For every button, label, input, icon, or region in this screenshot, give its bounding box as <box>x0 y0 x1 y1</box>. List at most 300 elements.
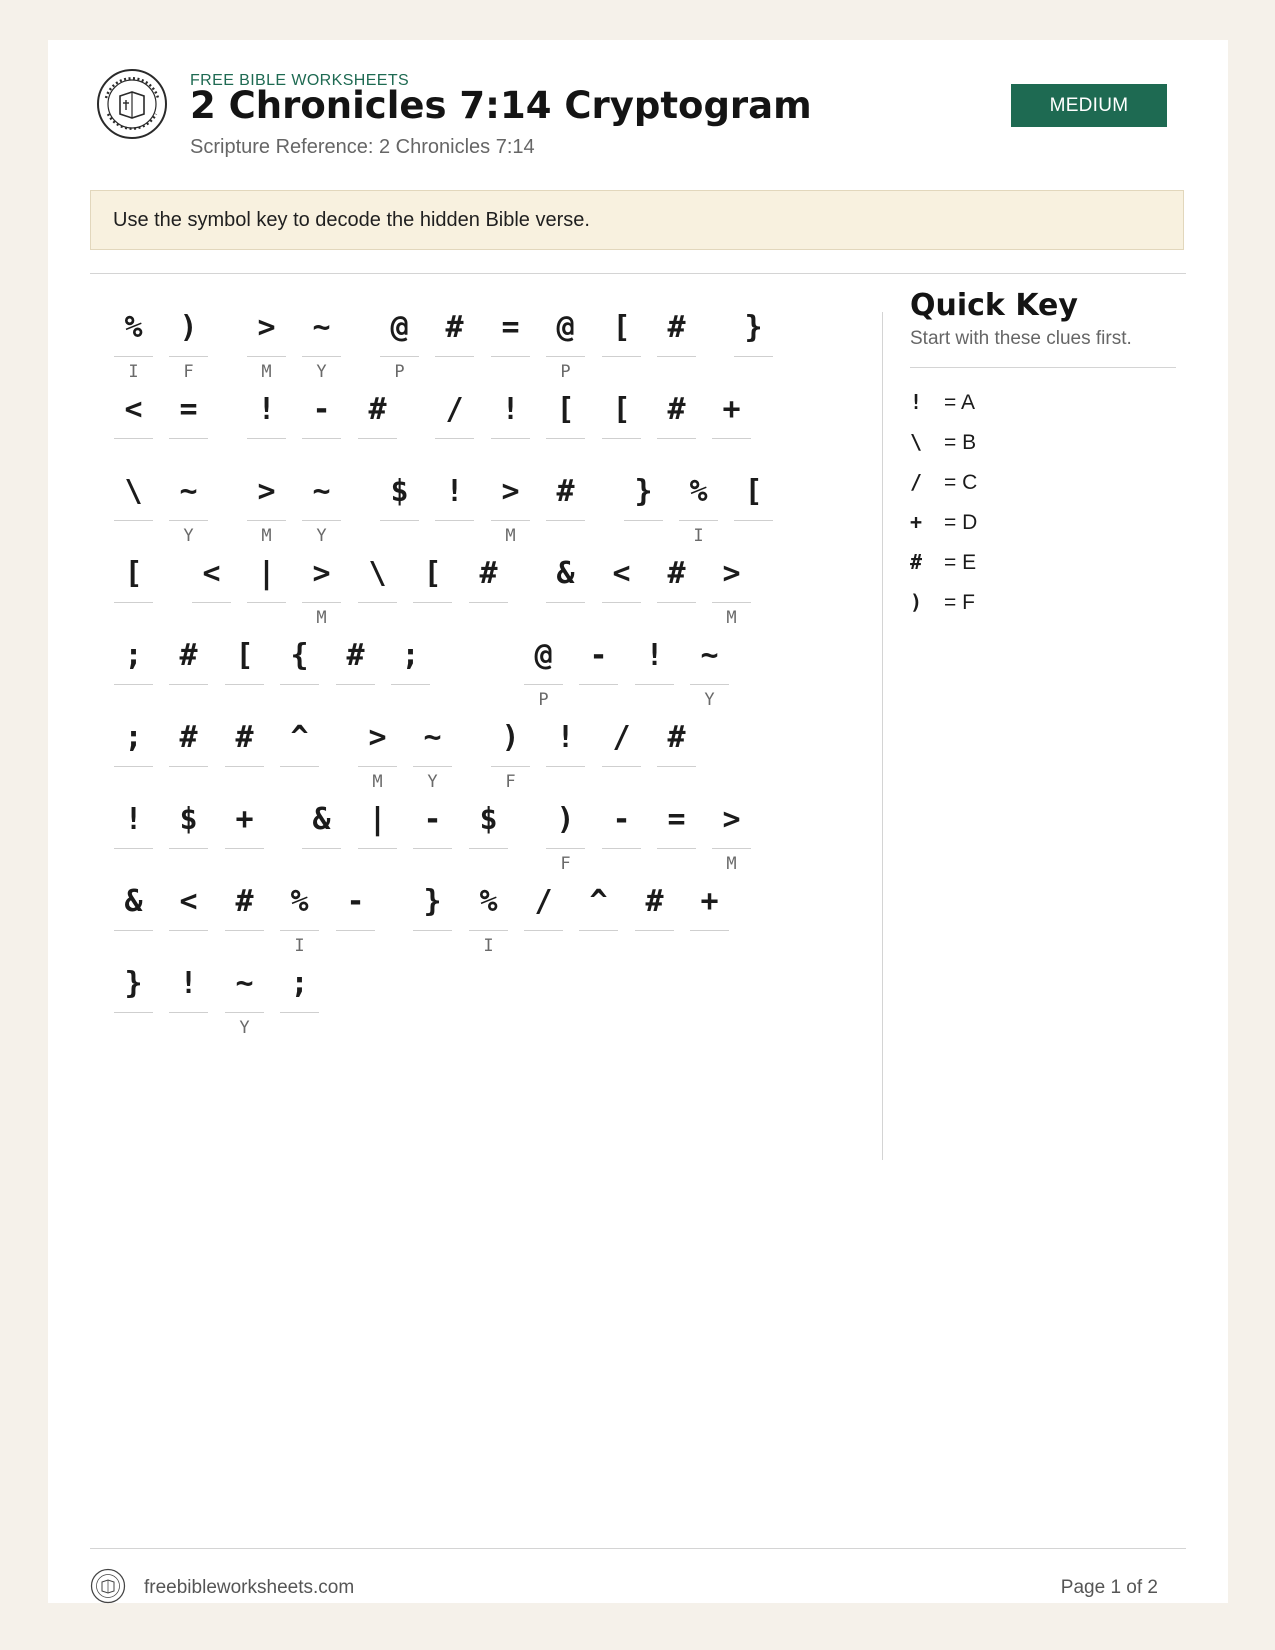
cipher-cell[interactable] <box>602 792 641 878</box>
cipher-cell[interactable] <box>657 300 696 386</box>
answer-hint: M <box>372 772 383 792</box>
divider <box>910 367 1176 368</box>
quick-key-value: = F <box>944 591 975 614</box>
quick-key-value: = A <box>944 391 975 414</box>
answer-hint: F <box>505 772 516 792</box>
quick-key-item <box>910 422 1176 462</box>
cipher-cell[interactable] <box>302 546 341 632</box>
cipher-symbol: # <box>657 546 696 603</box>
cipher-cell[interactable] <box>579 874 618 960</box>
answer-hint <box>225 767 264 795</box>
answer-hint: I <box>483 936 494 956</box>
answer-hint <box>358 603 397 631</box>
quick-key-symbol: # <box>910 550 923 574</box>
answer-hint <box>491 439 530 467</box>
cipher-symbol: # <box>169 710 208 767</box>
cipher-symbol: $ <box>469 792 508 849</box>
answer-hint <box>657 357 696 385</box>
quick-key-item <box>910 502 1176 542</box>
answer-hint: I <box>294 936 305 956</box>
cipher-cell[interactable] <box>491 710 530 796</box>
cipher-symbol: > <box>247 300 286 357</box>
answer-hint: P <box>538 690 549 710</box>
answer-hint <box>469 849 508 877</box>
puzzle-row <box>114 382 884 468</box>
cipher-cell[interactable] <box>546 464 585 550</box>
cipher-symbol: ; <box>114 628 153 685</box>
answer-hint <box>280 685 319 713</box>
answer-hint <box>657 849 696 877</box>
answer-hint <box>114 521 153 549</box>
cipher-cell[interactable] <box>435 382 474 468</box>
answer-hint <box>114 685 153 713</box>
cipher-cell[interactable] <box>302 464 341 550</box>
cipher-cell[interactable] <box>602 382 641 468</box>
cipher-cell[interactable] <box>491 464 530 550</box>
cipher-cell[interactable] <box>690 628 729 714</box>
answer-hint <box>192 603 231 631</box>
cipher-cell[interactable] <box>247 464 286 550</box>
cipher-cell[interactable] <box>413 546 452 632</box>
answer-hint <box>225 849 264 877</box>
cipher-cell[interactable] <box>413 710 452 796</box>
answer-hint: Y <box>427 772 438 792</box>
cipher-cell[interactable] <box>225 956 264 1042</box>
cipher-symbol: # <box>169 628 208 685</box>
footer-logo-icon <box>90 1568 126 1604</box>
cipher-symbol: = <box>491 300 530 357</box>
puzzle-row <box>114 464 884 550</box>
cipher-cell[interactable] <box>380 300 419 386</box>
cipher-cell[interactable] <box>380 464 419 550</box>
cipher-symbol: [ <box>413 546 452 603</box>
quick-key-symbol: ) <box>910 590 923 614</box>
cipher-symbol: / <box>435 382 474 439</box>
cipher-symbol: - <box>602 792 641 849</box>
answer-hint <box>336 931 375 959</box>
cipher-cell[interactable] <box>546 300 585 386</box>
cipher-symbol: ; <box>391 628 430 685</box>
answer-hint: Y <box>316 362 327 382</box>
answer-hint <box>712 439 751 467</box>
answer-hint: P <box>394 362 405 382</box>
cipher-symbol: < <box>602 546 641 603</box>
answer-hint <box>114 931 153 959</box>
cipher-symbol: ; <box>280 956 319 1013</box>
quick-key-symbol: \ <box>910 430 923 454</box>
answer-hint <box>734 357 773 385</box>
cipher-cell[interactable] <box>602 710 641 796</box>
cipher-symbol: = <box>169 382 208 439</box>
header <box>48 40 1228 190</box>
cipher-symbol: > <box>302 546 341 603</box>
puzzle-row <box>114 956 884 1042</box>
cipher-cell[interactable] <box>247 300 286 386</box>
cipher-symbol: + <box>225 792 264 849</box>
cipher-cell[interactable] <box>114 464 153 550</box>
answer-hint <box>336 685 375 713</box>
cipher-cell[interactable] <box>435 464 474 550</box>
column-divider <box>882 312 883 1160</box>
cipher-cell[interactable] <box>336 628 375 714</box>
answer-hint <box>169 1013 208 1041</box>
footer-divider <box>90 1548 1186 1549</box>
cipher-symbol: # <box>657 382 696 439</box>
cipher-symbol: } <box>413 874 452 931</box>
cipher-cell[interactable] <box>225 710 264 796</box>
cipher-cell[interactable] <box>247 382 286 468</box>
bible-logo-icon <box>96 68 168 140</box>
answer-hint: Y <box>316 526 327 546</box>
cipher-cell[interactable] <box>169 628 208 714</box>
puzzle-row <box>114 300 884 386</box>
cipher-cell[interactable] <box>712 546 751 632</box>
answer-hint <box>391 685 430 713</box>
answer-hint: F <box>560 854 571 874</box>
cipher-symbol: [ <box>734 464 773 521</box>
answer-hint <box>169 767 208 795</box>
answer-hint <box>114 767 153 795</box>
quick-key-value: = B <box>944 431 977 454</box>
puzzle-row <box>114 710 884 796</box>
answer-hint <box>635 931 674 959</box>
cipher-cell[interactable] <box>302 792 341 878</box>
answer-hint <box>247 439 286 467</box>
cipher-cell[interactable] <box>657 382 696 468</box>
cipher-cell[interactable] <box>358 546 397 632</box>
cipher-symbol: ) <box>546 792 585 849</box>
quick-key-item <box>910 462 1176 502</box>
cipher-cell[interactable] <box>657 792 696 878</box>
cipher-symbol: $ <box>169 792 208 849</box>
answer-hint <box>624 521 663 549</box>
cipher-symbol: { <box>280 628 319 685</box>
cipher-cell[interactable] <box>358 710 397 796</box>
cipher-cell[interactable] <box>302 300 341 386</box>
cipher-symbol: > <box>358 710 397 767</box>
cipher-cell[interactable] <box>169 956 208 1042</box>
cipher-cell[interactable] <box>469 546 508 632</box>
quick-key-symbol: / <box>910 470 923 494</box>
answer-hint <box>546 603 585 631</box>
answer-hint <box>225 931 264 959</box>
cipher-cell[interactable] <box>413 792 452 878</box>
answer-hint: Y <box>704 690 715 710</box>
cipher-symbol: ~ <box>302 464 341 521</box>
cipher-cell[interactable] <box>657 710 696 796</box>
answer-hint <box>302 849 341 877</box>
answer-hint <box>602 767 641 795</box>
cipher-cell[interactable] <box>169 382 208 468</box>
answer-hint <box>169 685 208 713</box>
cipher-cell[interactable] <box>690 874 729 960</box>
cipher-symbol: [ <box>602 300 641 357</box>
answer-hint <box>358 439 397 467</box>
cipher-cell[interactable] <box>734 464 773 550</box>
answer-hint: Y <box>183 526 194 546</box>
cipher-symbol: & <box>302 792 341 849</box>
cipher-cell[interactable] <box>491 382 530 468</box>
brand-label: FREE BIBLE WORKSHEETS <box>190 72 410 89</box>
cipher-symbol: \ <box>358 546 397 603</box>
cipher-symbol: ! <box>635 628 674 685</box>
cipher-symbol: & <box>546 546 585 603</box>
cipher-symbol: / <box>524 874 563 931</box>
answer-hint <box>302 439 341 467</box>
answer-hint: M <box>726 608 737 628</box>
page-number: Page 1 of 2 <box>1060 1577 1158 1598</box>
cipher-symbol: ! <box>169 956 208 1013</box>
cipher-symbol: @ <box>546 300 585 357</box>
cipher-symbol: } <box>734 300 773 357</box>
quick-key-item <box>910 382 1176 422</box>
cipher-cell[interactable] <box>358 792 397 878</box>
cipher-cell[interactable] <box>280 874 319 960</box>
quick-key-value: = C <box>944 471 978 494</box>
answer-hint <box>114 849 153 877</box>
quick-key-title: Quick Key <box>910 288 1078 323</box>
cipher-cell[interactable] <box>435 300 474 386</box>
cipher-cell[interactable] <box>280 710 319 796</box>
answer-hint: M <box>261 362 272 382</box>
cipher-cell[interactable] <box>546 382 585 468</box>
cipher-symbol: < <box>192 546 231 603</box>
answer-hint <box>114 1013 153 1041</box>
cipher-symbol: ! <box>247 382 286 439</box>
cipher-symbol: } <box>114 956 153 1013</box>
quick-key-value: = E <box>944 551 977 574</box>
cipher-symbol: % <box>679 464 718 521</box>
cipher-symbol: | <box>358 792 397 849</box>
quick-key-item <box>910 582 1176 622</box>
cipher-symbol: \ <box>114 464 153 521</box>
cipher-cell[interactable] <box>114 546 153 632</box>
cipher-symbol: # <box>435 300 474 357</box>
scripture-reference: Scripture Reference: 2 Chronicles 7:14 <box>190 136 535 158</box>
answer-hint: Y <box>239 1018 250 1038</box>
cipher-cell[interactable] <box>635 628 674 714</box>
puzzle-row <box>114 628 884 714</box>
answer-hint: M <box>316 608 327 628</box>
cipher-cell[interactable] <box>225 874 264 960</box>
answer-hint <box>413 849 452 877</box>
cipher-symbol: [ <box>114 546 153 603</box>
answer-hint <box>469 603 508 631</box>
cipher-cell[interactable] <box>712 382 751 468</box>
cipher-symbol: > <box>712 792 751 849</box>
cipher-symbol: ~ <box>169 464 208 521</box>
cipher-cell[interactable] <box>225 628 264 714</box>
cipher-symbol: # <box>657 300 696 357</box>
cipher-symbol: + <box>712 382 751 439</box>
cipher-symbol: ) <box>169 300 208 357</box>
cipher-cell[interactable] <box>391 628 430 714</box>
answer-hint <box>413 931 452 959</box>
cipher-cell[interactable] <box>280 628 319 714</box>
cipher-cell[interactable] <box>169 710 208 796</box>
answer-hint <box>413 603 452 631</box>
cipher-symbol: ) <box>491 710 530 767</box>
cipher-symbol: ~ <box>225 956 264 1013</box>
cipher-symbol: < <box>169 874 208 931</box>
cipher-cell[interactable] <box>491 300 530 386</box>
answer-hint <box>358 849 397 877</box>
quick-key-symbol: ! <box>910 390 923 414</box>
answer-hint <box>114 603 153 631</box>
answer-hint: M <box>261 526 272 546</box>
cipher-symbol: } <box>624 464 663 521</box>
answer-hint <box>690 931 729 959</box>
quick-key-symbol: + <box>910 510 923 534</box>
cipher-cell[interactable] <box>114 628 153 714</box>
cipher-cell[interactable] <box>624 464 663 550</box>
answer-hint <box>524 931 563 959</box>
cipher-cell[interactable] <box>635 874 674 960</box>
cipher-symbol: # <box>635 874 674 931</box>
cipher-symbol: ! <box>546 710 585 767</box>
answer-hint <box>657 603 696 631</box>
answer-hint <box>247 603 286 631</box>
answer-hint <box>657 767 696 795</box>
answer-hint <box>602 849 641 877</box>
cipher-cell[interactable] <box>192 546 231 632</box>
cipher-cell[interactable] <box>169 874 208 960</box>
answer-hint <box>435 521 474 549</box>
answer-hint <box>579 931 618 959</box>
answer-hint <box>435 439 474 467</box>
cipher-symbol: ~ <box>413 710 452 767</box>
answer-hint <box>602 439 641 467</box>
cipher-symbol: > <box>491 464 530 521</box>
cipher-cell[interactable] <box>358 382 397 468</box>
answer-hint: I <box>693 526 704 546</box>
cipher-symbol: + <box>690 874 729 931</box>
answer-hint <box>280 1013 319 1041</box>
answer-hint <box>602 357 641 385</box>
puzzle-row <box>114 874 884 960</box>
cipher-cell[interactable] <box>169 792 208 878</box>
cipher-symbol: ! <box>435 464 474 521</box>
cipher-cell[interactable] <box>546 792 585 878</box>
cipher-symbol: > <box>712 546 751 603</box>
cipher-cell[interactable] <box>546 710 585 796</box>
difficulty-badge: MEDIUM <box>1011 84 1167 127</box>
cipher-symbol: - <box>302 382 341 439</box>
answer-hint <box>546 521 585 549</box>
cipher-symbol: > <box>247 464 286 521</box>
cipher-symbol: % <box>114 300 153 357</box>
cipher-cell[interactable] <box>469 792 508 878</box>
cipher-cell[interactable] <box>712 792 751 878</box>
cipher-cell[interactable] <box>579 628 618 714</box>
cipher-cell[interactable] <box>114 300 153 386</box>
cipher-cell[interactable] <box>657 546 696 632</box>
cipher-symbol: % <box>469 874 508 931</box>
answer-hint <box>546 767 585 795</box>
cipher-symbol: # <box>336 628 375 685</box>
cipher-symbol: | <box>247 546 286 603</box>
answer-hint <box>114 439 153 467</box>
cipher-cell[interactable] <box>524 628 563 714</box>
cipher-symbol: [ <box>225 628 264 685</box>
cipher-cell[interactable] <box>336 874 375 960</box>
cipher-cell[interactable] <box>546 546 585 632</box>
answer-hint <box>657 439 696 467</box>
cipher-symbol: # <box>225 710 264 767</box>
cipher-symbol: # <box>469 546 508 603</box>
cipher-symbol: $ <box>380 464 419 521</box>
answer-hint: M <box>726 854 737 874</box>
cipher-cell[interactable] <box>280 956 319 1042</box>
cipher-cell[interactable] <box>679 464 718 550</box>
cipher-cell[interactable] <box>225 792 264 878</box>
page-title: 2 Chronicles 7:14 Cryptogram <box>190 84 812 127</box>
cipher-cell[interactable] <box>169 300 208 386</box>
cipher-cell[interactable] <box>114 382 153 468</box>
cipher-symbol: # <box>358 382 397 439</box>
footer-site: freebibleworksheets.com <box>144 1577 355 1598</box>
cryptogram-grid <box>114 300 884 1140</box>
cipher-cell[interactable] <box>247 546 286 632</box>
cipher-cell[interactable] <box>114 792 153 878</box>
cipher-cell[interactable] <box>114 710 153 796</box>
cipher-symbol: ~ <box>690 628 729 685</box>
answer-hint: I <box>128 362 139 382</box>
cipher-symbol: # <box>657 710 696 767</box>
cipher-cell[interactable] <box>734 300 773 386</box>
cipher-symbol: @ <box>524 628 563 685</box>
cipher-symbol: @ <box>380 300 419 357</box>
cipher-symbol: ^ <box>280 710 319 767</box>
cipher-cell[interactable] <box>469 874 508 960</box>
cipher-cell[interactable] <box>302 382 341 468</box>
cipher-symbol: % <box>280 874 319 931</box>
cipher-cell[interactable] <box>602 300 641 386</box>
answer-hint: P <box>560 362 571 382</box>
answer-hint <box>435 357 474 385</box>
cipher-cell[interactable] <box>114 956 153 1042</box>
cipher-symbol: [ <box>546 382 585 439</box>
cipher-cell[interactable] <box>602 546 641 632</box>
cipher-symbol: - <box>336 874 375 931</box>
cipher-symbol: < <box>114 382 153 439</box>
quick-key-value: = D <box>944 511 978 534</box>
cipher-cell[interactable] <box>114 874 153 960</box>
cipher-symbol: - <box>579 628 618 685</box>
instructions-box: Use the symbol key to decode the hidden Bible verse. <box>90 190 1184 250</box>
answer-hint <box>491 357 530 385</box>
answer-hint <box>225 685 264 713</box>
cipher-symbol: - <box>413 792 452 849</box>
divider <box>90 273 1186 274</box>
answer-hint <box>280 767 319 795</box>
cipher-symbol: # <box>225 874 264 931</box>
answer-hint <box>635 685 674 713</box>
answer-hint <box>734 521 773 549</box>
cipher-cell[interactable] <box>413 874 452 960</box>
cipher-symbol: ! <box>491 382 530 439</box>
answer-hint <box>546 439 585 467</box>
answer-hint: M <box>505 526 516 546</box>
cipher-symbol: / <box>602 710 641 767</box>
answer-hint <box>579 685 618 713</box>
cipher-cell[interactable] <box>524 874 563 960</box>
cipher-symbol: [ <box>602 382 641 439</box>
worksheet-page <box>48 40 1228 1603</box>
cipher-symbol: # <box>546 464 585 521</box>
answer-hint <box>602 603 641 631</box>
cipher-cell[interactable] <box>169 464 208 550</box>
